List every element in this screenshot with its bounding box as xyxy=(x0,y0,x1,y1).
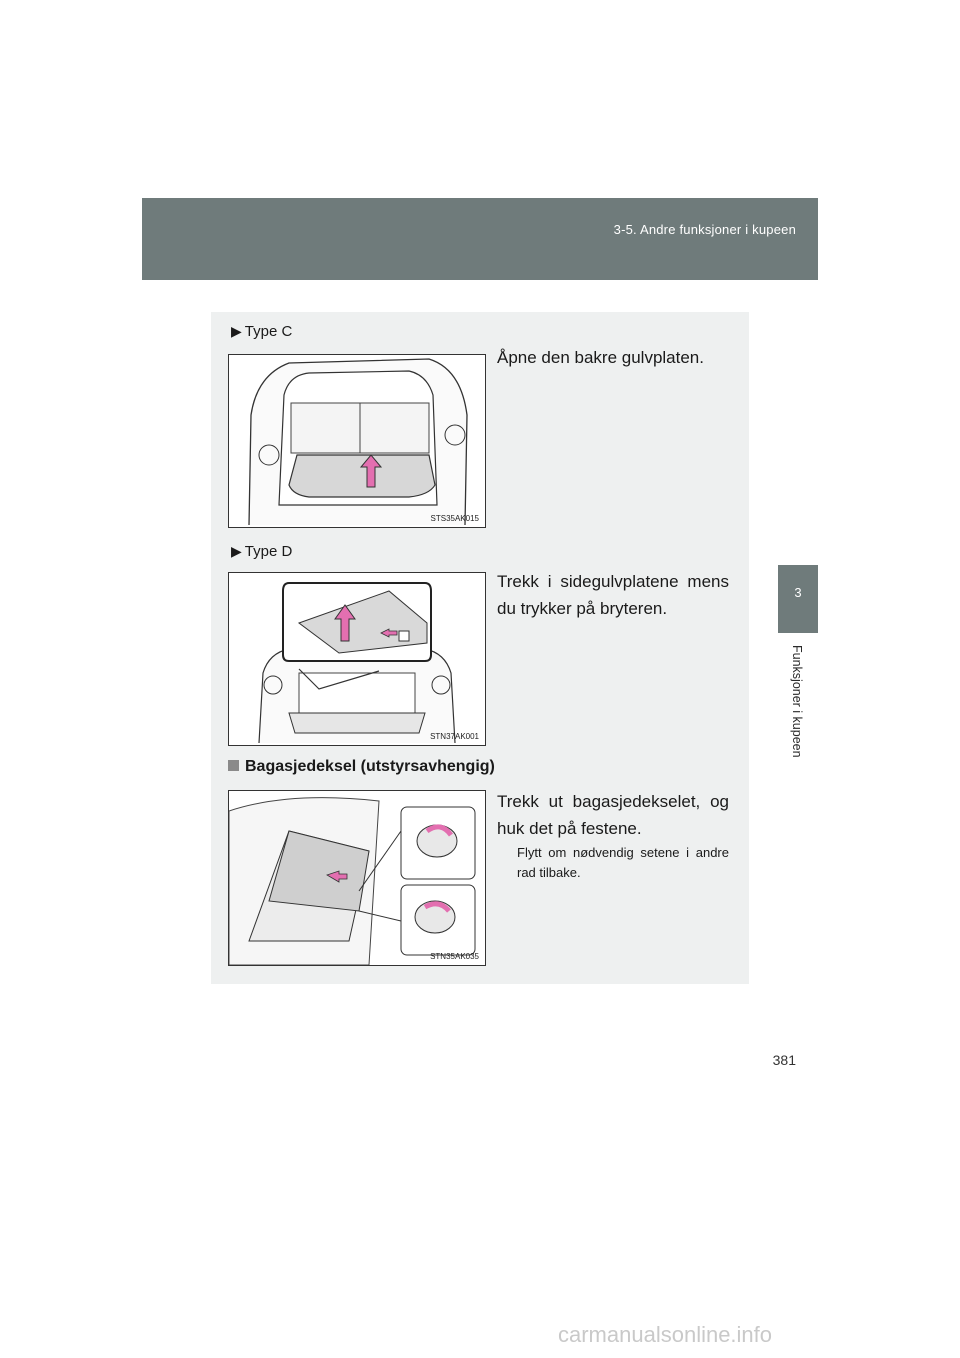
figure-code: STN37AK001 xyxy=(430,732,479,741)
triangle-bullet-icon: ▶ xyxy=(231,543,242,559)
type-d-label: ▶ Type D xyxy=(231,543,293,560)
figure-code: STS35AK015 xyxy=(430,514,479,523)
chapter-tab xyxy=(778,565,818,633)
watermark: carmanualsonline.info xyxy=(558,1322,773,1347)
trunk-open-illustration xyxy=(229,355,485,527)
section-header xyxy=(142,198,818,280)
chapter-side-label xyxy=(781,645,813,775)
figure-code: STN35AK035 xyxy=(430,952,479,961)
section-title: 3-5. Andre funksjoner i kupeen xyxy=(613,222,796,237)
page-number: 381 xyxy=(772,1052,796,1068)
figure-type-d xyxy=(228,572,486,746)
type-d-instruction: Trekk i sidegulvplatene mens du trykker på bryteren. xyxy=(497,572,729,618)
triangle-bullet-icon: ▶ xyxy=(231,323,242,339)
side-floor-panel-illustration xyxy=(229,573,485,745)
type-c-label: ▶ Type C xyxy=(231,323,293,340)
cover-instruction: Trekk ut bagasjedekselet, og huk det på festene. xyxy=(497,792,729,838)
chapter-title: Funksjoner i kupeen xyxy=(790,645,804,758)
figure-type-c xyxy=(228,354,486,528)
luggage-cover-illustration xyxy=(229,791,485,965)
figure-luggage-cover xyxy=(228,790,486,966)
cover-note: Flytt om nødvendig setene i andre rad tilbake. xyxy=(517,845,729,880)
section-heading: Bagasjedeksel (utstyrsavhengig) xyxy=(228,758,495,776)
square-bullet-icon xyxy=(228,760,239,771)
chapter-number: 3 xyxy=(794,585,802,600)
type-c-instruction: Åpne den bakre gulvplaten. xyxy=(497,348,704,367)
